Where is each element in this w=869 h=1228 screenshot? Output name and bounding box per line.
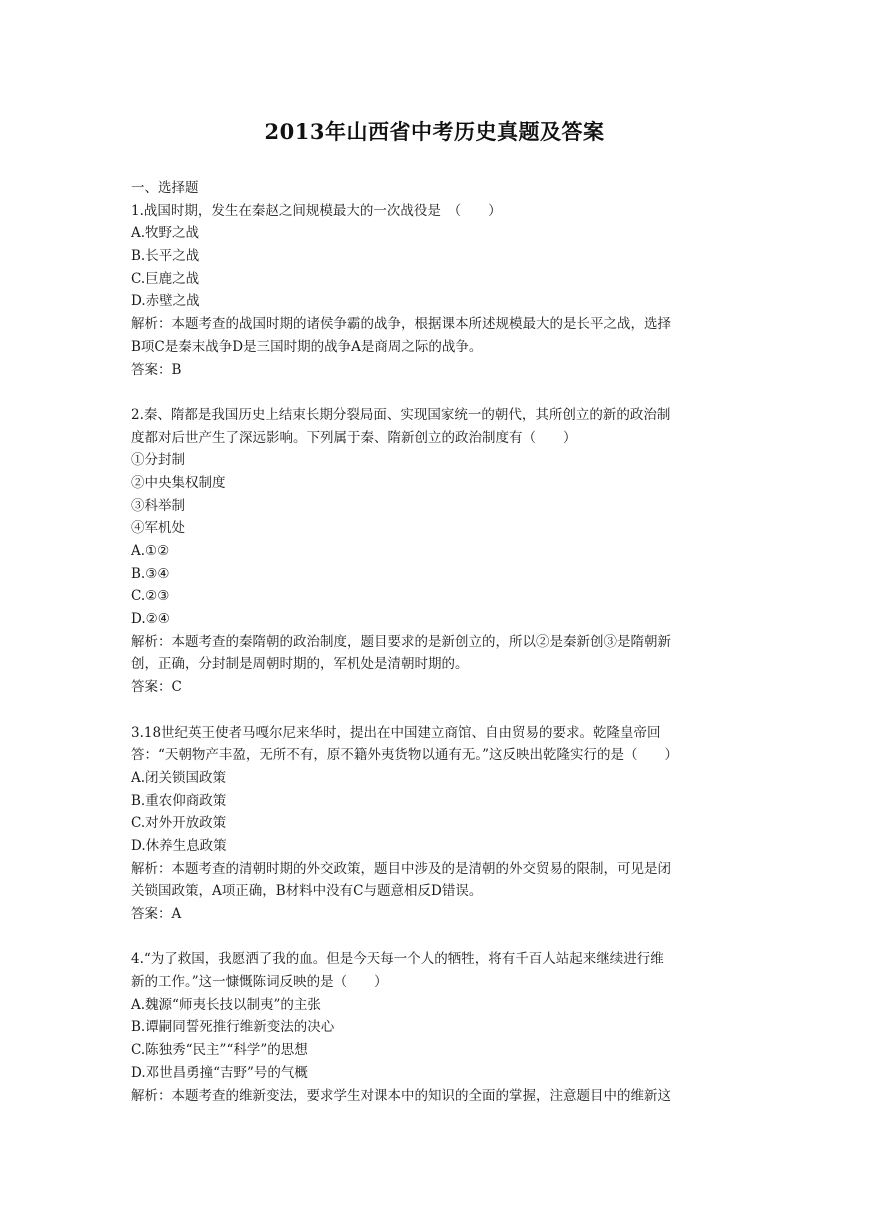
option-b: B.重农仰商政策 [131, 792, 227, 809]
option-a: A.魏源“师夷长技以制夷”的主张 [131, 996, 321, 1013]
option-a: A.闭关锁国政策 [131, 769, 227, 786]
option-c: C.巨鹿之战 [131, 270, 200, 287]
analysis-line: 解析：本题考查的清朝时期的外交政策，题目中涉及的是清朝的外交贸易的限制，可见是闭 [131, 860, 671, 877]
question-2 [131, 404, 743, 699]
option-a: A.牧野之战 [131, 225, 200, 242]
option-d: D.休养生息政策 [131, 837, 227, 854]
question-stem: 2.秦、隋都是我国历史上结束长期分裂局面、实现国家统一的朝代，其所创立的新的政治制 [131, 406, 671, 423]
analysis-line: 解析：本题考查的战国时期的诸侯争霸的战争，根据课本所述规模最大的是长平之战，选择 [131, 316, 671, 333]
statement-item: ④军机处 [131, 520, 185, 537]
analysis-line: 关锁国政策，A项正确，B材料中没有C与题意相反D错误。 [131, 883, 483, 900]
answer: 答案：C [131, 679, 182, 696]
statement-item: ②中央集权制度 [131, 474, 226, 491]
option-b: B.谭嗣同誓死推行维新变法的决心 [131, 1019, 335, 1036]
document-body [131, 177, 743, 1107]
answer: 答案：A [131, 906, 182, 922]
section-heading: 一、选择题 [131, 180, 199, 196]
spacer [131, 926, 743, 949]
analysis-line: 创，正确，分封制是周朝时期的，军机处是清朝时期的。 [131, 656, 469, 673]
question-3 [131, 722, 743, 926]
answer: 答案：B [131, 361, 182, 378]
option-a: A.①② [131, 543, 170, 559]
option-c: C.陈独秀“民主”“科学”的思想 [131, 1042, 308, 1059]
option-d: D.②④ [131, 611, 170, 628]
statement-item: ①分封制 [131, 452, 185, 469]
option-c: C.对外开放政策 [131, 815, 227, 832]
option-b: B.长平之战 [131, 248, 200, 265]
analysis-line: 解析：本题考查的维新变法，要求学生对课本中的知识的全面的掌握，注意题目中的维新这 [131, 1087, 671, 1104]
question-stem: 3.18世纪英王使者马嘎尔尼来华时，提出在中国建立商馆、自由贸易的要求。乾隆皇帝回 [131, 724, 661, 741]
analysis-line: B项C是秦末战争D是三国时期的战争A是商周之际的战争。 [131, 338, 483, 355]
question-1 [131, 200, 743, 382]
document-title: 2013年山西省中考历史真题及答案 [264, 119, 605, 144]
option-b: B.③④ [131, 565, 170, 582]
option-c: C.②③ [131, 588, 170, 605]
statement-item: ③科举制 [131, 497, 185, 514]
option-d: D.赤壁之战 [131, 293, 200, 310]
question-stem: 新的工作。”这一慷慨陈词反映的是（ ） [131, 974, 388, 991]
spacer [131, 381, 743, 404]
question-stem: 4.“为了救国，我愿洒了我的血。但是今天每一个人的牺牲，将有千百人站起来继续进行维 [131, 951, 664, 968]
analysis-line: 解析：本题考查的秦隋朝的政治制度，题目要求的是新创立的，所以②是秦新创③是隋朝新 [131, 633, 671, 650]
question-4 [131, 948, 743, 1107]
spacer [131, 699, 743, 722]
option-d: D.邓世昌勇撞“吉野”号的气概 [131, 1064, 308, 1081]
question-stem: 度都对后世产生了深远影响。下列属于秦、隋新创立的政治制度有（ ） [131, 429, 577, 446]
question-stem: 答：“天朝物产丰盈，无所不有，原不籍外夷货物以通有无。”这反映出乾隆实行的是（ ） [131, 747, 679, 764]
question-stem: 1.战国时期，发生在秦赵之间规模最大的一次战役是 （ ） [131, 202, 502, 219]
